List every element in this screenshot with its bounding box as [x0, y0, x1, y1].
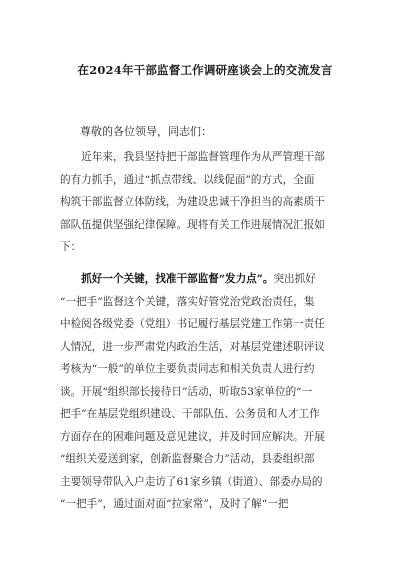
paragraph-line: “一把手”监督这个关键，落实好管党治党政治责任，集 — [60, 295, 315, 308]
paragraph-line: “一把手”，通过面对面“拉家常”，及时了解“一把 — [60, 498, 289, 510]
document-title: 在2024年干部监督工作调研座谈会上的交流发言 — [77, 63, 333, 77]
paragraph-line: 方面存在的困难问题及意见建议，并及时回应解决。开展 — [60, 430, 325, 443]
paragraph-line: 主要领导带队入户走访了61家乡镇（街道）、部委办局的 — [60, 475, 323, 488]
paragraph-line: 把手”在基层党组织建设、干部队伍、公务员和人才工作 — [60, 408, 320, 420]
paragraph-line-rest: 突出抓好 — [273, 273, 316, 285]
section-heading-bold: 抓好一个关键，找准干部监督“发力点”。 — [60, 273, 274, 285]
paragraph-key-point — [60, 268, 352, 516]
paragraph-line: 下： — [60, 241, 82, 253]
paragraph-line: 中检阅各级党委（党组）书记履行基层党建工作第一责任 — [60, 318, 325, 330]
paragraph-line: 人情况，进一步严肃党内政治生活，对基层党建述职评议 — [60, 340, 325, 353]
paragraph-intro — [60, 146, 352, 259]
paragraph-first-line — [60, 268, 352, 291]
paragraph-line: 考核为“一般”的单位主要负责同志和相关负责人进行约 — [60, 363, 315, 375]
paragraph-line: 部队伍提供坚强纪律保障。现将有关工作进展情况汇报如 — [60, 218, 325, 231]
paragraph-line: 构筑干部监督立体防线，为建设忠诚干净担当的高素质干 — [60, 196, 325, 208]
paragraph-line: “组织关爱送到家，创新监督聚合力”活动，县委组织部 — [60, 453, 315, 465]
paragraph-line: 的有力抓手，通过“抓点带线、以线促面”的方式，全面 — [60, 173, 315, 186]
salutation: 尊敬的各位领导，同志们： — [80, 125, 212, 138]
paragraph-line: 谈。开展“组织部长接待日”活动，听取53家单位的“一 — [60, 385, 313, 398]
paragraph-line: 近年来，我县坚持把干部监督管理作为从严管理干部 — [60, 151, 325, 163]
